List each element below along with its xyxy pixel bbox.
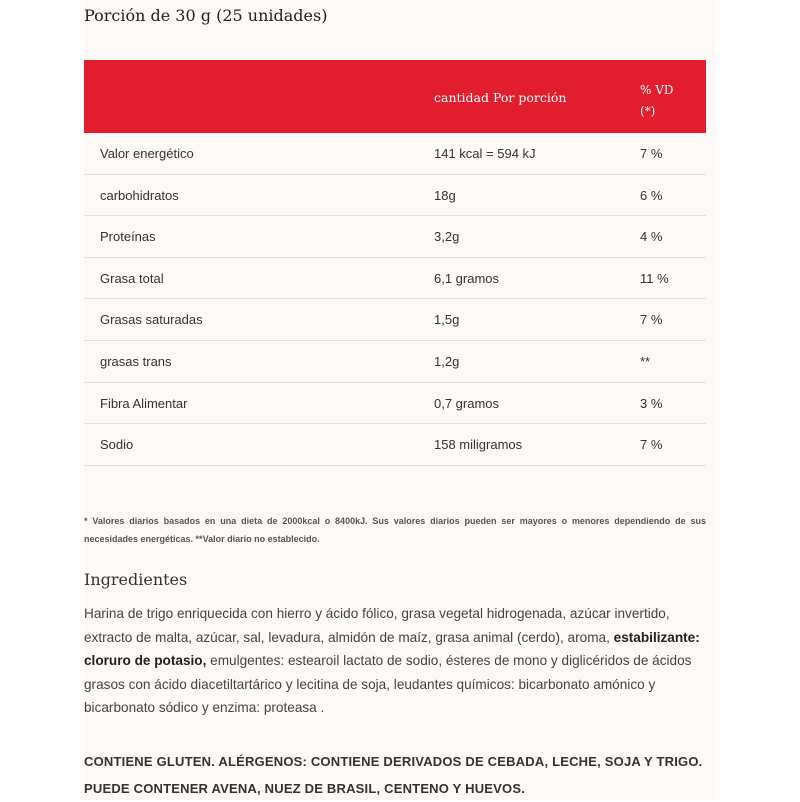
header-vd (640, 80, 674, 122)
allergens-warning: CONTIENE GLUTEN. ALÉRGENOS: CONTIENE DERIVADOS DE CEBADA, LECHE, SOJA Y TRIGO. PUEDE CONTENER AVENA, NUEZ DE BRASIL, CENTENO Y HUEVOS. (84, 754, 703, 796)
nutrition-page (84, 0, 716, 800)
nutrient-vd: 7 % (640, 437, 663, 453)
ingredients-title: Ingredientes (84, 570, 188, 589)
nutrient-name: grasas trans (100, 353, 172, 369)
nutrient-name: Sodio (100, 437, 134, 453)
nutrient-name: Grasas saturadas (100, 312, 203, 328)
nutrient-amount: 158 miligramos (434, 437, 523, 453)
table-row (84, 216, 706, 258)
nutrient-vd: 6 % (640, 187, 663, 203)
nutrient-vd: 7 % (640, 312, 663, 328)
nutrient-name: Valor energético (100, 146, 194, 161)
nutrient-amount: 18g (434, 187, 456, 203)
daily-values-footnote: * Valores diarios basados en una dieta de 2000kcal o 8400kJ. Sus valores diarios pueden ser mayores o menores dependiendo de sus necesidades energéticas. **Valor diario no establecido. (84, 516, 706, 544)
nutrient-vd: 4 % (640, 229, 663, 245)
nutrient-amount: 0,7 gramos (434, 395, 500, 411)
table-row (84, 258, 706, 300)
header-vd-label: % VD (640, 83, 674, 97)
nutrient-vd: 11 % (640, 270, 669, 286)
nutrient-name: Proteínas (100, 229, 156, 245)
header-vd-note: (*) (640, 104, 656, 118)
table-row (84, 299, 706, 341)
ingredients-stabilizer: estabilizante: cloruro de potasio, (84, 629, 700, 668)
header-quantity: cantidad Por porción (434, 90, 567, 105)
portion-size: Porción de 30 g (25 unidades) (84, 6, 328, 25)
nutrient-amount: 3,2g (434, 229, 460, 245)
nutrient-vd: ** (640, 353, 651, 369)
table-row (84, 133, 706, 175)
nutrient-vd: 7 % (640, 146, 663, 161)
table-row (84, 383, 706, 425)
table-row (84, 341, 706, 383)
table-header (84, 60, 706, 133)
ingredients-text-part2: emulgentes: estearoil lactato de sodio, ésteres de mono y diglicéridos de ácidos grasos con ácido diacetiltartárico y lecitina de soja, leudantes químicos: bicarbonato amónico y bicarbonato sódico y enzima: proteasa . (84, 653, 692, 715)
ingredients-text-part1: Harina de trigo enriquecida con hierro y ácido fólico, grasa vegetal hidrogenada, azúcar invertido, extracto de malta, azúcar, sal, levadura, almidón de maíz, grasa animal (cerdo), aroma, (84, 606, 670, 645)
ingredients-text (84, 602, 716, 720)
nutrient-vd: 3 % (640, 395, 663, 411)
nutrition-table (84, 133, 706, 466)
table-row (84, 424, 706, 466)
nutrient-name: Grasa total (100, 270, 164, 286)
nutrient-amount: 6,1 gramos (434, 270, 500, 286)
table-row (84, 175, 706, 217)
nutrient-amount: 141 kcal = 594 kJ (434, 146, 536, 161)
nutrient-name: carbohidratos (100, 187, 179, 203)
nutrient-name: Fibra Alimentar (100, 395, 188, 411)
nutrient-amount: 1,5g (434, 312, 460, 328)
nutrient-amount: 1,2g (434, 353, 460, 369)
